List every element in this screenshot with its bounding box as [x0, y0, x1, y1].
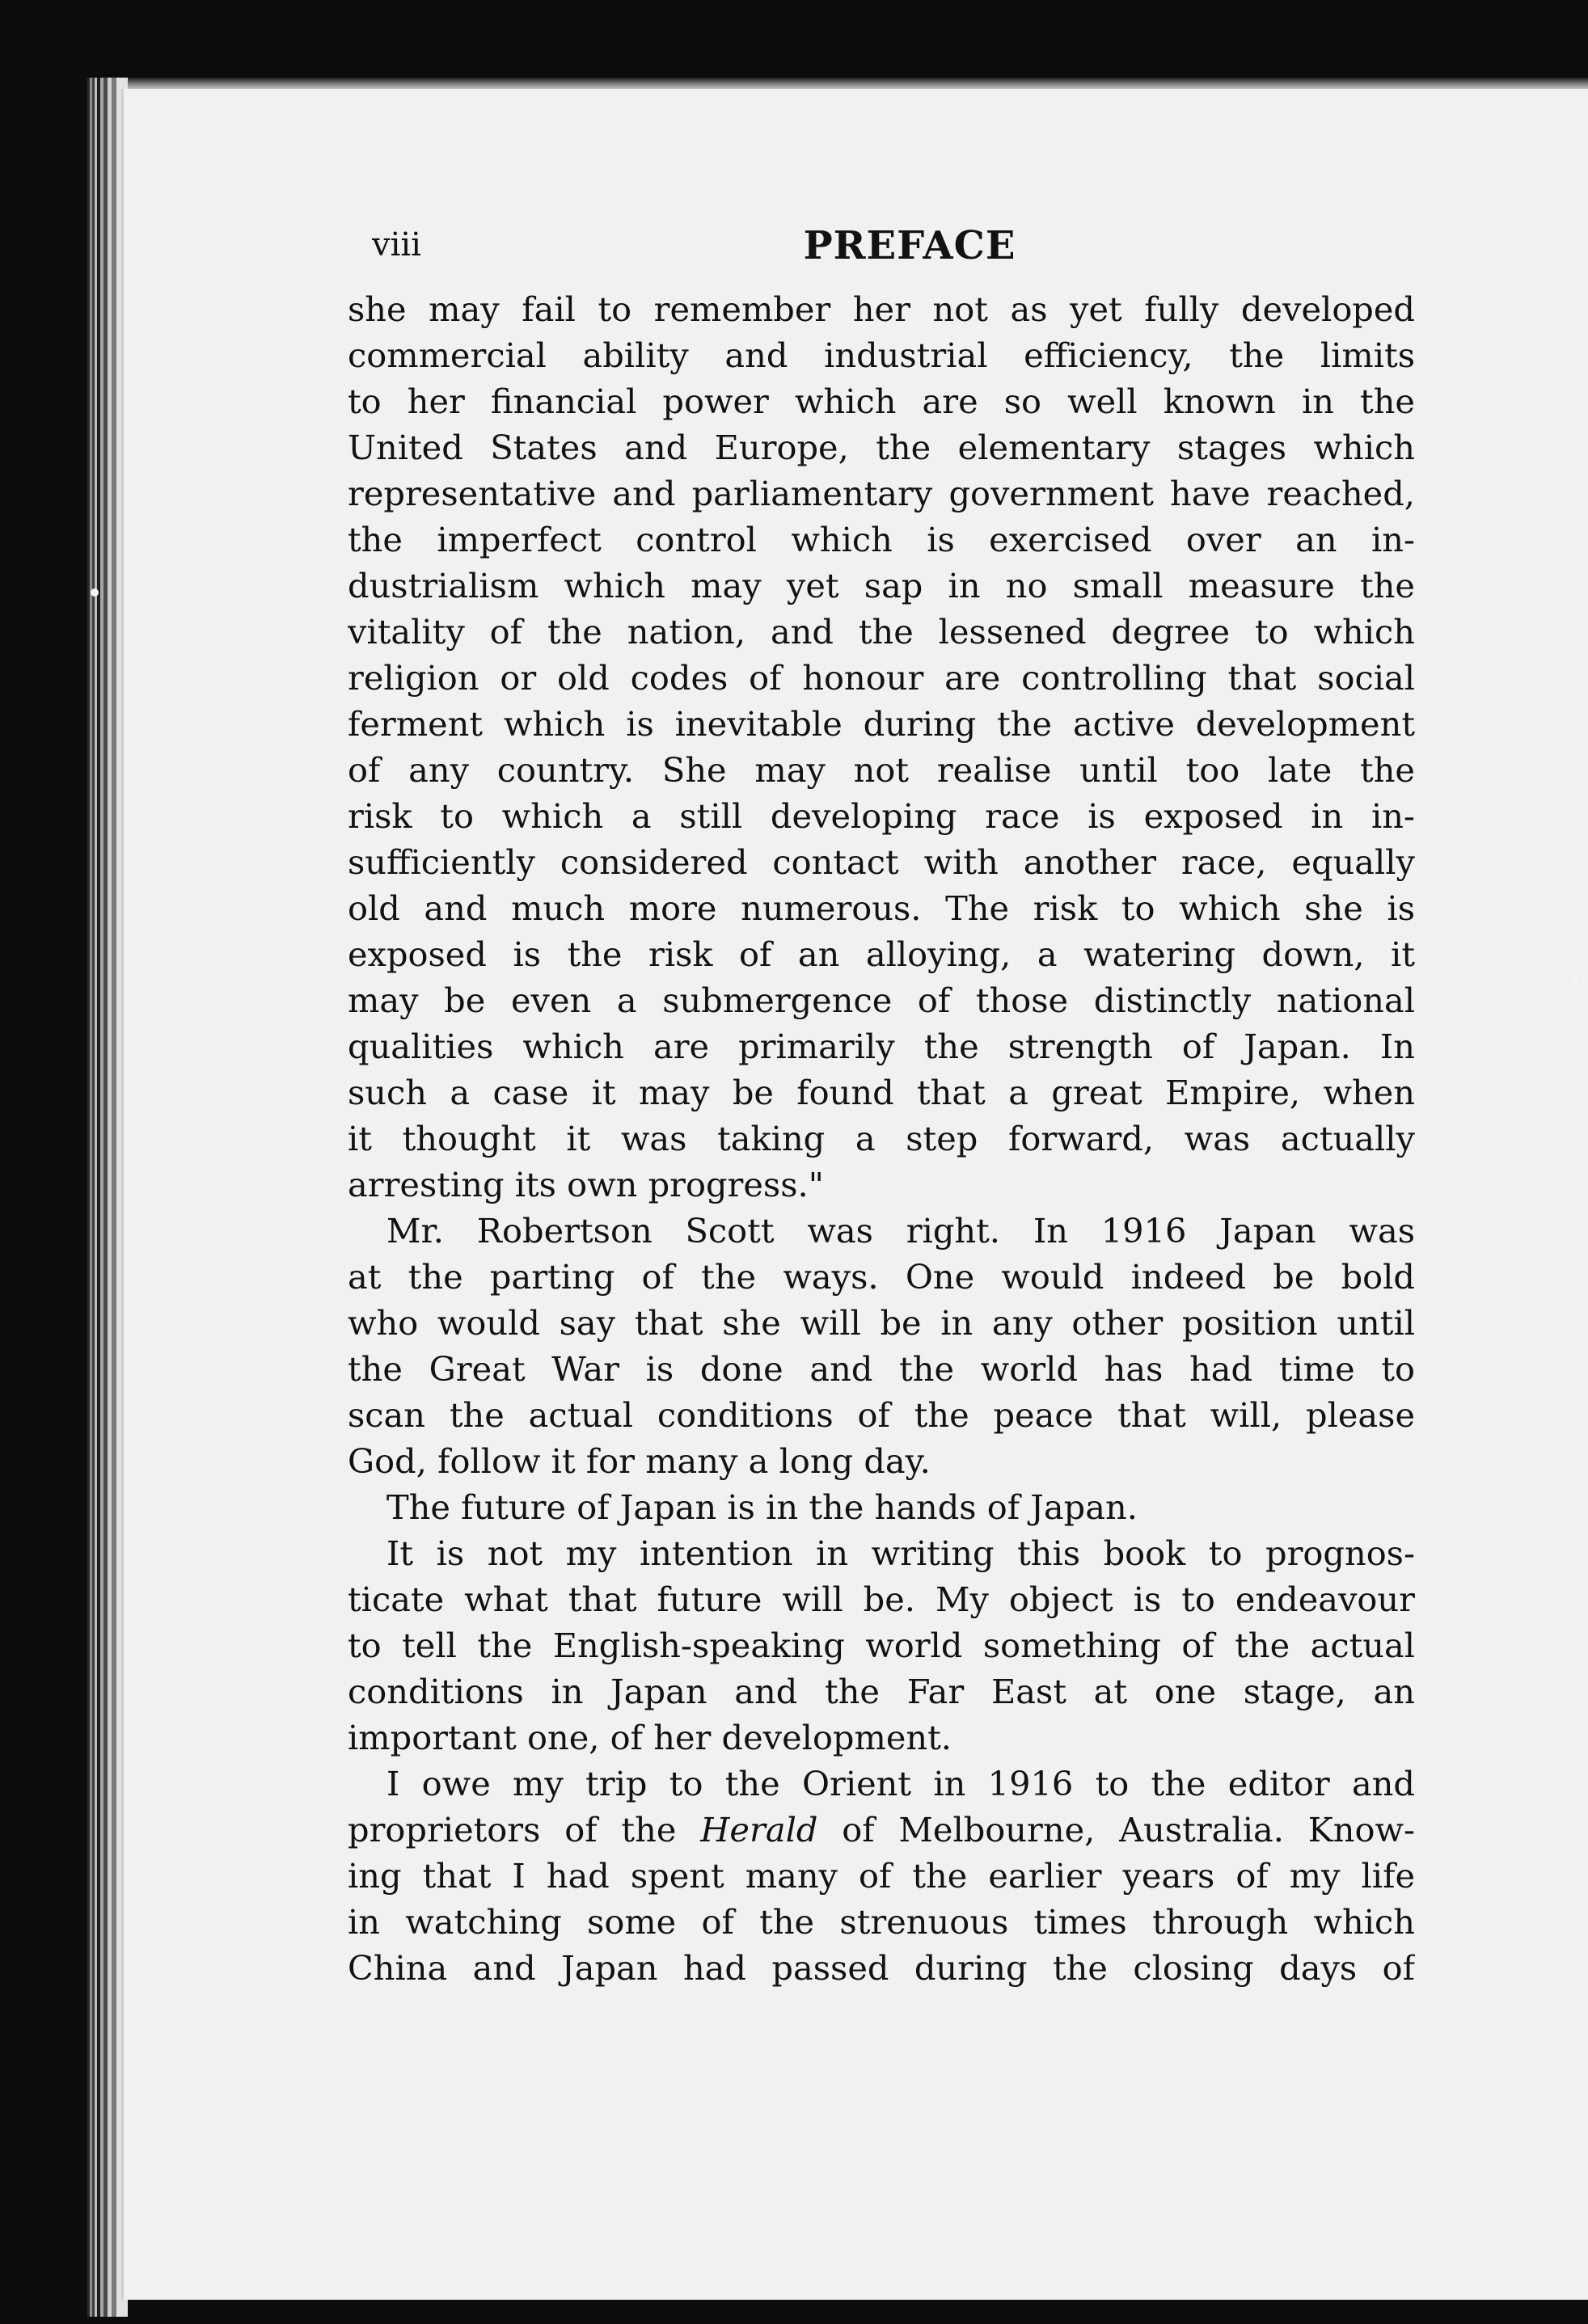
text-line: old and much more numerous. The risk to which she is	[348, 888, 1415, 928]
text-line: sufficiently considered contact with another race, equally	[348, 842, 1415, 882]
text-line: It is not my intention in writing this book to prognos-	[386, 1533, 1415, 1573]
page-number: viii	[372, 226, 421, 264]
text-line: in watching some of the strenuous times through which	[348, 1902, 1415, 1942]
text-line: it thought it was taking a step forward, was actually	[348, 1119, 1415, 1158]
running-head: PREFACE	[803, 223, 1016, 268]
paragraph	[348, 1530, 1415, 1761]
text-line: conditions in Japan and the Far East at one stage, an	[348, 1672, 1415, 1711]
text-line: the imperfect control which is exercised over an in-	[348, 520, 1415, 559]
text-line: risk to which a still developing race is exposed in in-	[348, 796, 1415, 836]
paragraph	[348, 1208, 1415, 1484]
text-run: of Melbourne, Australia. Know-	[817, 1810, 1415, 1849]
text-line: at the parting of the ways. One would indeed be bold	[348, 1257, 1415, 1297]
text-run: proprietors of the	[348, 1810, 701, 1849]
text-line: scan the actual conditions of the peace that will, please	[348, 1395, 1415, 1435]
text-line: vitality of the nation, and the lessened degree to which	[348, 612, 1415, 652]
paragraph	[348, 286, 1415, 1208]
text-line: I owe my trip to the Orient in 1916 to the editor and	[386, 1764, 1415, 1803]
text-line: exposed is the risk of an alloying, a watering down, it	[348, 934, 1415, 974]
paragraph	[348, 1484, 1415, 1530]
text-line: religion or old codes of honour are controlling that social	[348, 658, 1415, 698]
text-line: commercial ability and industrial efficiency, the limits	[348, 335, 1415, 375]
italic-title: Herald	[700, 1810, 818, 1849]
text-line-with-italic	[348, 1807, 1415, 1853]
dust-speck	[1573, 675, 1579, 686]
page-text	[348, 212, 1415, 1991]
paragraph	[348, 1761, 1415, 1991]
text-line: ticate what that future will be. My object is to endeavour	[348, 1580, 1415, 1619]
text-line: Mr. Robertson Scott was right. In 1916 Japan was	[386, 1211, 1415, 1251]
text-line: to tell the English-speaking world something of the actual	[348, 1626, 1415, 1665]
text-line: United States and Europe, the elementary stages which	[348, 428, 1415, 467]
text-line: ferment which is inevitable during the active development	[348, 704, 1415, 744]
page-header	[348, 212, 1415, 286]
text-line: qualities which are primarily the strength of Japan. In	[348, 1027, 1415, 1066]
text-line: the Great War is done and the world has had time to	[348, 1349, 1415, 1389]
text-line: God, follow it for many a long day.	[348, 1441, 931, 1481]
text-line: who would say that she will be in any other position until	[348, 1303, 1415, 1343]
text-line: such a case it may be found that a great Empire, when	[348, 1073, 1415, 1112]
text-line: important one, of her development.	[348, 1718, 952, 1757]
text-line: China and Japan had passed during the closing days of	[348, 1948, 1415, 1988]
text-line: The future of Japan is in the hands of Japan.	[386, 1487, 1138, 1527]
text-line: to her financial power which are so well known in the	[348, 382, 1415, 421]
text-line: she may fail to remember her not as yet fully developed	[348, 289, 1415, 329]
text-line: of any country. She may not realise until too late the	[348, 750, 1415, 790]
text-line: ing that I had spent many of the earlier years of my life	[348, 1856, 1415, 1896]
text-line: dustrialism which may yet sap in no small measure the	[348, 566, 1415, 605]
text-line: may be even a submergence of those distinctly national	[348, 981, 1415, 1020]
text-line: representative and parliamentary government have reached,	[348, 474, 1415, 513]
text-line: arresting its own progress."	[348, 1165, 824, 1204]
dust-speck	[1573, 976, 1577, 989]
dust-speck	[91, 588, 99, 597]
